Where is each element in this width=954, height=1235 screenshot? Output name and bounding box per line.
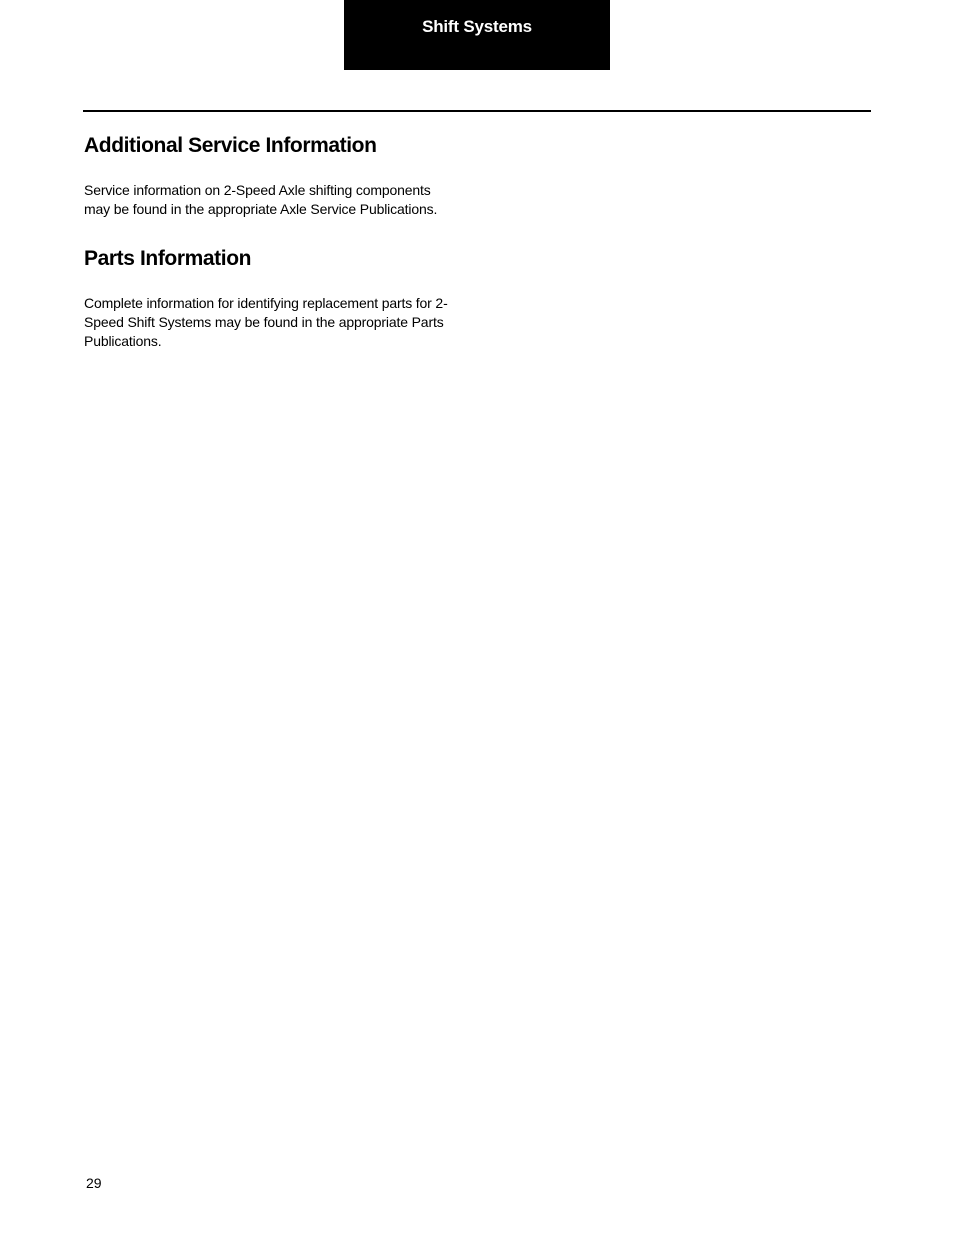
body-line: may be found in the appropriate Axle Service Publications. [84, 201, 438, 217]
section-body-additional-service [84, 181, 474, 219]
main-content [84, 132, 474, 351]
section-tab [344, 0, 610, 70]
section-heading-parts-information: Parts Information [84, 247, 252, 270]
body-line: Service information on 2-Speed Axle shifting components [84, 182, 431, 198]
body-line: Complete information for identifying replacement parts for 2- [84, 295, 448, 311]
section-heading-additional-service: Additional Service Information [84, 134, 377, 157]
section-body-parts-information [84, 294, 474, 351]
page-number: 29 [86, 1175, 102, 1191]
body-line: Speed Shift Systems may be found in the appropriate Parts [84, 314, 444, 330]
header-divider [83, 110, 871, 112]
body-line: Publications. [84, 333, 162, 349]
section-tab-label: Shift Systems [422, 17, 532, 36]
